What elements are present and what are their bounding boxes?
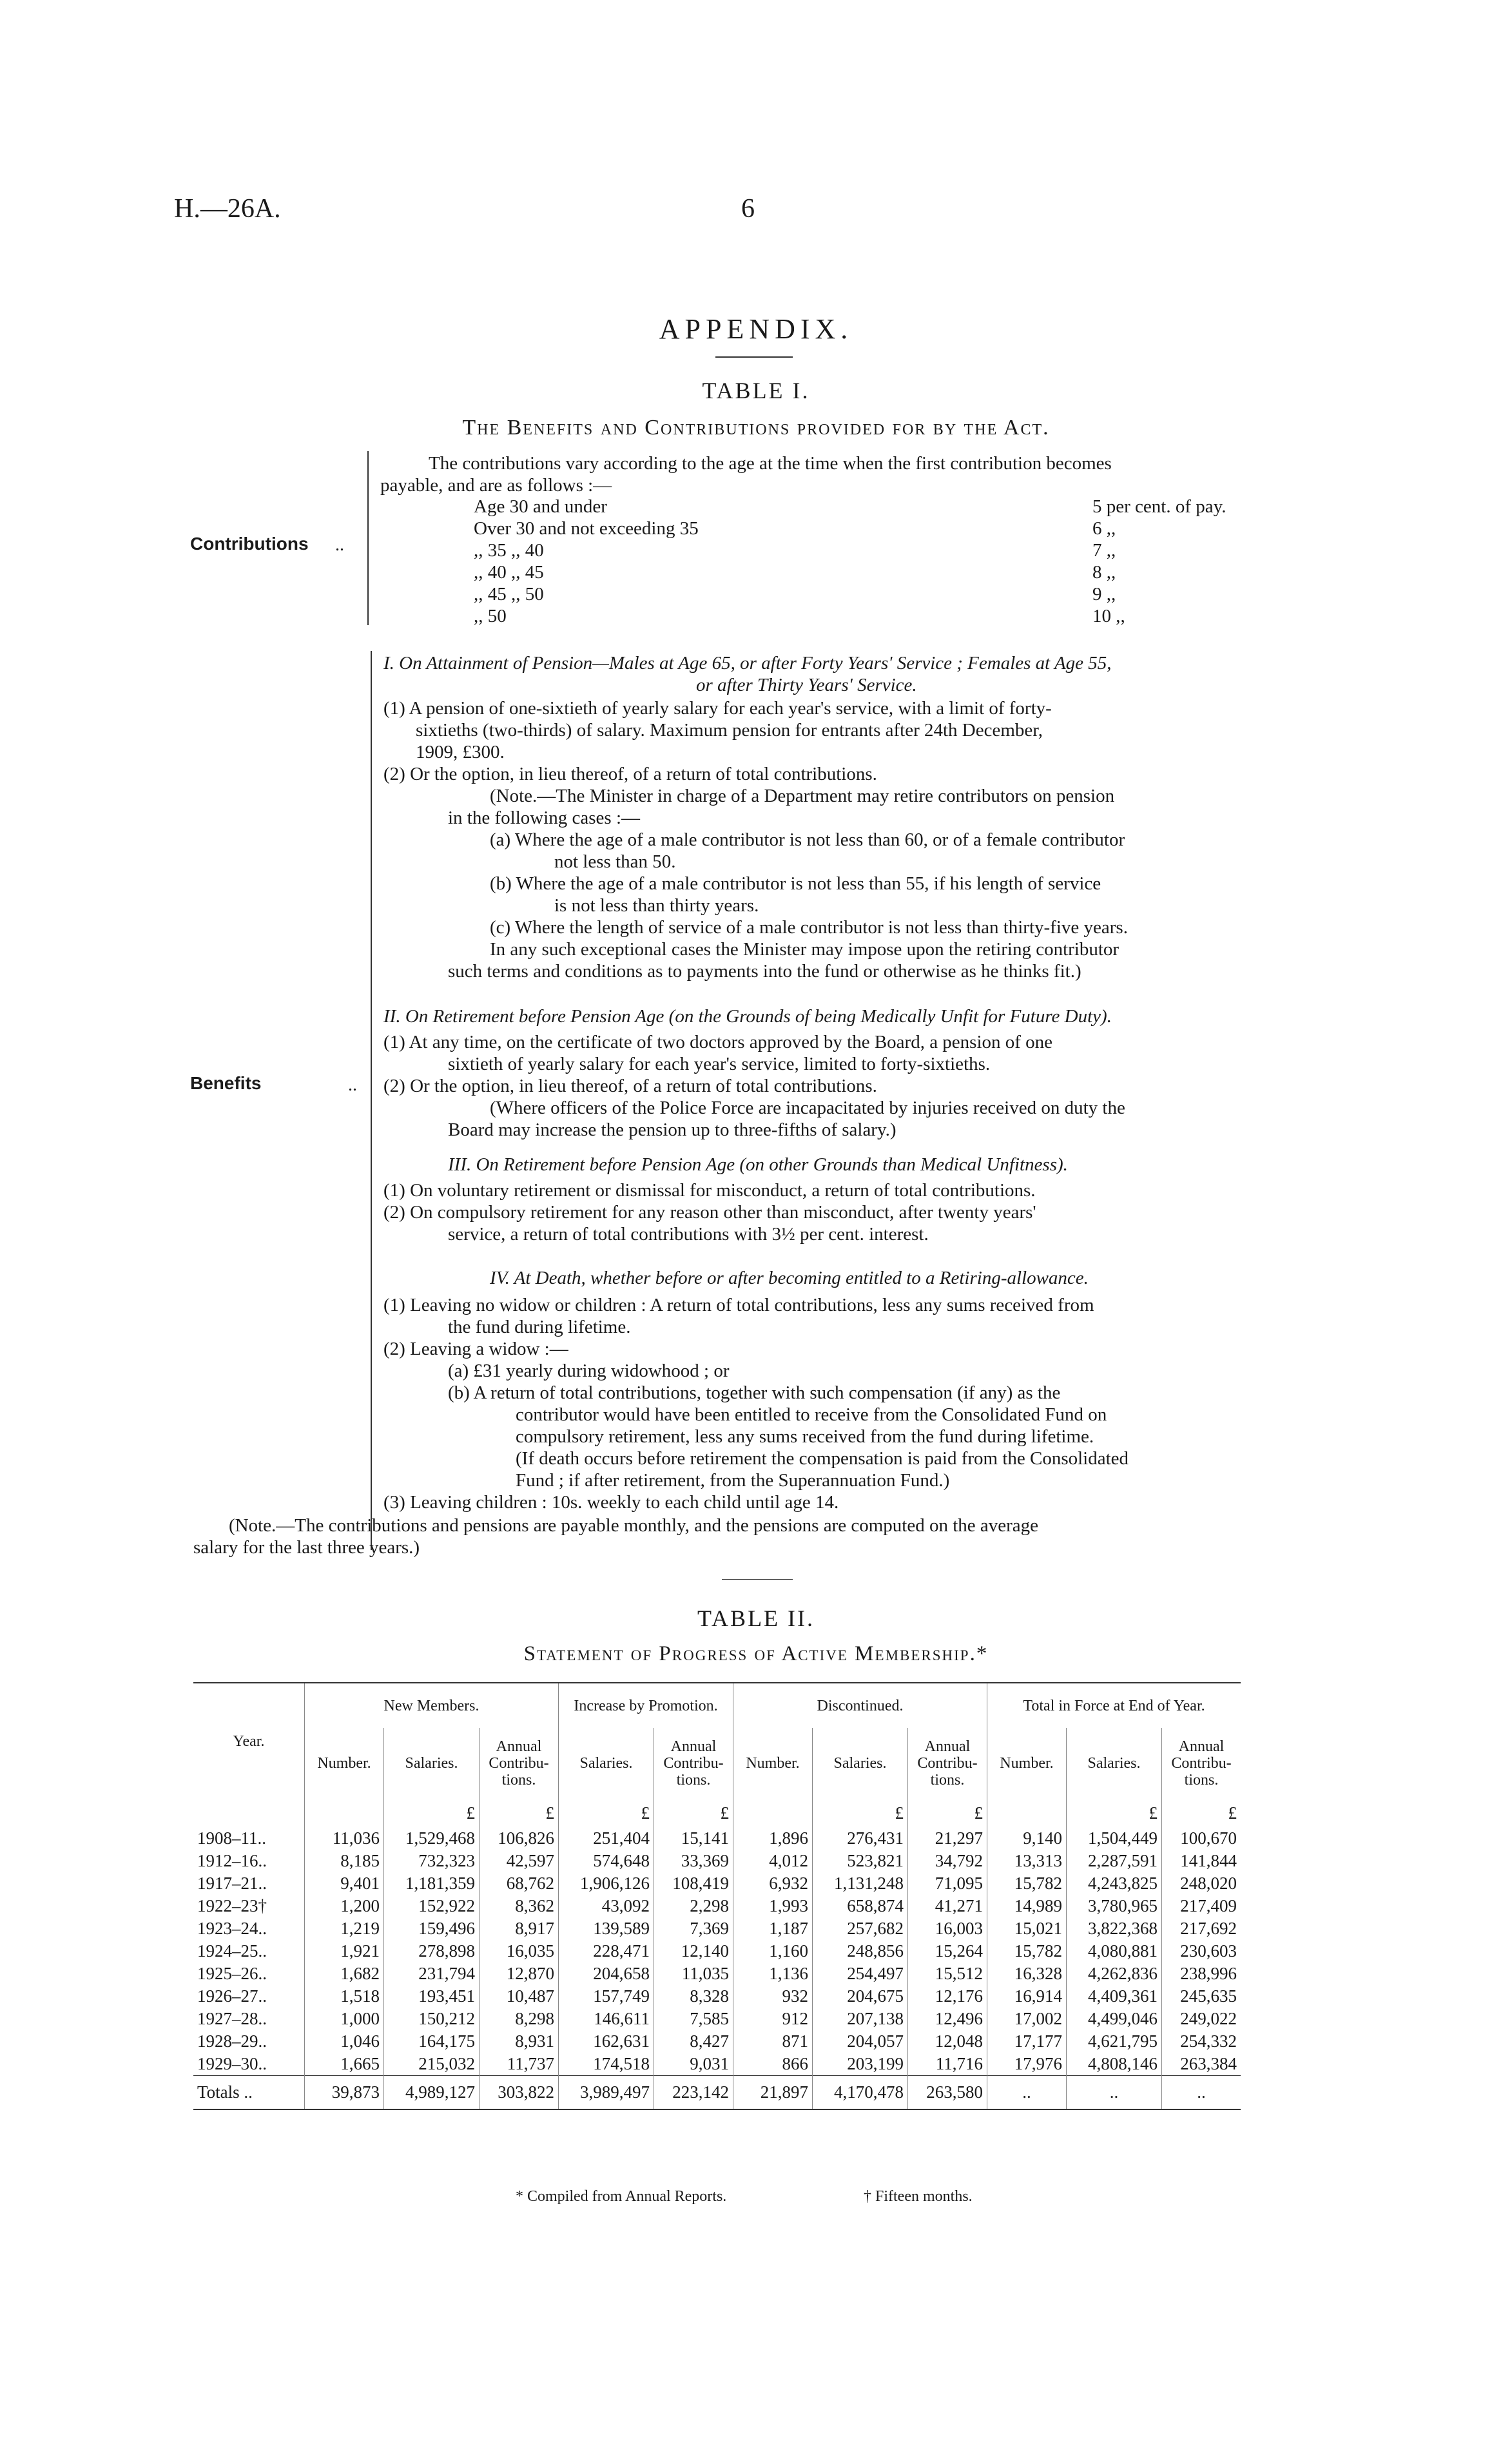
currency-symbol: £ <box>559 1799 654 1827</box>
cell-year: 1924–25.. <box>197 1941 267 1961</box>
col-salaries-header: Salaries. <box>559 1728 654 1799</box>
cell-promo-annual: 9,031 <box>654 2053 733 2076</box>
cell-new-salaries: 1,181,359 <box>384 1872 480 1895</box>
cell-total-number: 9,140 <box>987 1827 1067 1850</box>
benefit-iv-2-a: (a) £31 yearly during widowhood ; or <box>448 1361 730 1381</box>
contribution-rate: 6 ,, <box>1092 518 1116 539</box>
cell-new-annual: 8,298 <box>480 2008 559 2030</box>
cell-new-number: 11,036 <box>305 1827 384 1850</box>
cell-total-annual: 249,022 <box>1162 2008 1241 2030</box>
cell-promo-annual: 8,328 <box>654 1985 733 2008</box>
benefit-iv-1-cont: the fund during lifetime. <box>448 1317 631 1337</box>
total-disc-annual: 263,580 <box>908 2076 987 2110</box>
cell-total-salaries: 4,262,836 <box>1067 1962 1162 1985</box>
cell-disc-number: 1,136 <box>733 1962 813 1985</box>
contribution-rate: 5 per cent. of pay. <box>1092 496 1226 517</box>
benefit-iv-2-b-cont2: compulsory retirement, less any sums received from the fund during lifetime. <box>516 1426 1094 1447</box>
benefit-i-heading: I. On Attainment of Pension—Males at Age 65, or after Forty Years' Service ; Females at Age 55, <box>383 653 1112 673</box>
cell-new-salaries: 193,451 <box>384 1985 480 2008</box>
contribution-rate: 7 ,, <box>1092 540 1116 561</box>
leader-dots: .. <box>335 535 344 555</box>
cell-new-salaries: 231,794 <box>384 1962 480 1985</box>
cell-new-salaries: 732,323 <box>384 1850 480 1872</box>
cell-disc-salaries: 204,057 <box>813 2030 908 2053</box>
table1-title: TABLE I. <box>702 378 810 403</box>
footnote-fifteen-months: † Fifteen months. <box>864 2188 973 2205</box>
group-discontinued: Discontinued. <box>733 1683 987 1728</box>
cell-disc-salaries: 207,138 <box>813 2008 908 2030</box>
benefit-i-2: (2) Or the option, in lieu thereof, of a return of total contributions. <box>383 764 877 784</box>
cell-promo-annual: 8,427 <box>654 2030 733 2053</box>
cell-disc-annual: 15,264 <box>908 1940 987 1962</box>
col-annual-header: Annual Contribu-tions. <box>908 1728 987 1799</box>
currency-row <box>193 1799 1241 1827</box>
document-reference: H.—26A. <box>174 194 281 224</box>
cell-promo-annual: 15,141 <box>654 1827 733 1850</box>
benefit-ii-1: (1) At any time, on the certificate of two doctors approved by the Board, a pension of one <box>383 1032 1053 1052</box>
benefit-i-1-cont: sixtieths (two-thirds) of salary. Maximum pension for entrants after 24th December, <box>416 720 1043 741</box>
cell-total-number: 17,976 <box>987 2053 1067 2076</box>
benefit-iii-2: (2) On compulsory retirement for any reason other than misconduct, after twenty years' <box>383 1202 1036 1223</box>
benefit-i-note-cont: in the following cases :— <box>448 808 641 828</box>
col-salaries-header: Salaries. <box>384 1728 480 1799</box>
cell-new-salaries: 1,529,468 <box>384 1827 480 1850</box>
cell-promo-salaries: 43,092 <box>559 1895 654 1917</box>
currency-symbol: £ <box>1162 1799 1241 1827</box>
cell-promo-annual: 2,298 <box>654 1895 733 1917</box>
leader-dots: .. <box>348 1075 357 1095</box>
cell-total-salaries: 4,409,361 <box>1067 1985 1162 2008</box>
benefits-label: Benefits <box>190 1073 262 1093</box>
cell-year: 1926–27.. <box>197 1986 267 2006</box>
total-promo-salaries: 3,989,497 <box>559 2076 654 2110</box>
table-row <box>193 1985 1241 2008</box>
benefit-iv-2-b-cont: contributor would have been entitled to receive from the Consolidated Fund on <box>516 1404 1107 1425</box>
cell-year: 1929–30.. <box>197 2054 267 2073</box>
cell-total-annual: 254,332 <box>1162 2030 1241 2053</box>
cell-total-number: 17,177 <box>987 2030 1067 2053</box>
currency-symbol: £ <box>654 1799 733 1827</box>
benefit-i-exception-cont: such terms and conditions as to payments into the fund or otherwise as he thinks fit.) <box>448 961 1081 982</box>
cell-disc-number: 4,012 <box>733 1850 813 1872</box>
benefit-iv-2: (2) Leaving a widow :— <box>383 1339 568 1359</box>
cell-new-annual: 16,035 <box>480 1940 559 1962</box>
table2-title: TABLE II. <box>697 1605 815 1631</box>
cell-new-annual: 8,362 <box>480 1895 559 1917</box>
contributions-label: Contributions <box>190 534 309 554</box>
col-annual-header: Annual Contribu-tions. <box>480 1728 559 1799</box>
cell-disc-salaries: 523,821 <box>813 1850 908 1872</box>
cell-new-salaries: 215,032 <box>384 2053 480 2076</box>
cell-disc-number: 1,993 <box>733 1895 813 1917</box>
contribution-age-band: Over 30 and not exceeding 35 <box>474 518 699 539</box>
cell-promo-salaries: 162,631 <box>559 2030 654 2053</box>
page-number: 6 <box>741 194 755 224</box>
cell-disc-number: 1,160 <box>733 1940 813 1962</box>
cell-new-number: 1,046 <box>305 2030 384 2053</box>
contribution-rate: 10 ,, <box>1092 606 1125 626</box>
final-note-cont: salary for the last three years.) <box>193 1537 420 1558</box>
cell-disc-salaries: 1,131,248 <box>813 1872 908 1895</box>
benefit-i-case-b-cont: is not less than thirty years. <box>554 895 759 916</box>
cell-new-annual: 68,762 <box>480 1872 559 1895</box>
total-total-salaries: .. <box>1067 2076 1162 2110</box>
cell-total-annual: 263,384 <box>1162 2053 1241 2076</box>
table-row <box>193 1962 1241 1985</box>
cell-disc-annual: 15,512 <box>908 1962 987 1985</box>
cell-total-annual: 238,996 <box>1162 1962 1241 1985</box>
cell-total-number: 15,782 <box>987 1872 1067 1895</box>
cell-promo-salaries: 157,749 <box>559 1985 654 2008</box>
cell-promo-salaries: 146,611 <box>559 2008 654 2030</box>
cell-total-salaries: 3,780,965 <box>1067 1895 1162 1917</box>
total-total-number: .. <box>987 2076 1067 2110</box>
benefit-iv-2-b: (b) A return of total contributions, together with such compensation (if any) as the <box>448 1382 1061 1403</box>
total-promo-annual: 223,142 <box>654 2076 733 2110</box>
currency-symbol: £ <box>384 1799 480 1827</box>
cell-total-salaries: 4,621,795 <box>1067 2030 1162 2053</box>
cell-promo-annual: 7,369 <box>654 1917 733 1940</box>
table-row <box>193 1850 1241 1872</box>
membership-table <box>193 1682 1241 2110</box>
cell-new-number: 1,000 <box>305 2008 384 2030</box>
benefit-i-1-cont2: 1909, £300. <box>416 742 505 762</box>
col-salaries-header: Salaries. <box>813 1728 908 1799</box>
col-number-header: Number. <box>305 1728 384 1799</box>
cell-total-salaries: 4,808,146 <box>1067 2053 1162 2076</box>
cell-year: 1925–26.. <box>197 1964 267 1983</box>
cell-disc-annual: 21,297 <box>908 1827 987 1850</box>
col-number-header: Number. <box>733 1728 813 1799</box>
col-year-header: Year. <box>193 1683 305 1799</box>
cell-disc-annual: 12,496 <box>908 2008 987 2030</box>
total-new-salaries: 4,989,127 <box>384 2076 480 2110</box>
cell-new-annual: 8,917 <box>480 1917 559 1940</box>
table-row <box>193 1895 1241 1917</box>
total-total-annual: .. <box>1162 2076 1241 2110</box>
total-year: Totals .. <box>193 2076 305 2110</box>
total-new-number: 39,873 <box>305 2076 384 2110</box>
group-new-members: New Members. <box>305 1683 559 1728</box>
cell-new-salaries: 159,496 <box>384 1917 480 1940</box>
cell-promo-salaries: 228,471 <box>559 1940 654 1962</box>
cell-disc-salaries: 204,675 <box>813 1985 908 2008</box>
contrib-intro-line2: payable, and are as follows :— <box>380 475 612 496</box>
cell-total-number: 15,021 <box>987 1917 1067 1940</box>
cell-disc-salaries: 276,431 <box>813 1827 908 1850</box>
table2-subtitle: Statement of Progress of Active Membership.* <box>523 1642 989 1665</box>
total-disc-salaries: 4,170,478 <box>813 2076 908 2110</box>
cell-new-number: 1,665 <box>305 2053 384 2076</box>
cell-disc-number: 1,187 <box>733 1917 813 1940</box>
table-row <box>193 2008 1241 2030</box>
cell-disc-salaries: 658,874 <box>813 1895 908 1917</box>
contrib-intro-line1: The contributions vary according to the age at the time when the first contribution becomes <box>429 453 1112 474</box>
cell-total-number: 17,002 <box>987 2008 1067 2030</box>
col-number-header: Number. <box>987 1728 1067 1799</box>
currency-symbol: £ <box>1067 1799 1162 1827</box>
benefit-i-exception: In any such exceptional cases the Minister may impose upon the retiring contributor <box>490 939 1119 960</box>
benefits-brace <box>371 651 372 1550</box>
benefit-iv-2-b-cont4: Fund ; if after retirement, from the Superannuation Fund.) <box>516 1470 950 1491</box>
cell-disc-number: 912 <box>733 2008 813 2030</box>
cell-new-annual: 8,931 <box>480 2030 559 2053</box>
cell-disc-number: 871 <box>733 2030 813 2053</box>
cell-total-number: 16,914 <box>987 1985 1067 2008</box>
cell-disc-salaries: 248,856 <box>813 1940 908 1962</box>
cell-new-annual: 11,737 <box>480 2053 559 2076</box>
cell-total-salaries: 4,499,046 <box>1067 2008 1162 2030</box>
total-new-annual: 303,822 <box>480 2076 559 2110</box>
col-annual-header: Annual Contribu-tions. <box>1162 1728 1241 1799</box>
title-divider <box>715 356 793 358</box>
cell-total-annual: 141,844 <box>1162 1850 1241 1872</box>
cell-new-number: 1,682 <box>305 1962 384 1985</box>
cell-disc-salaries: 203,199 <box>813 2053 908 2076</box>
cell-year: 1927–28.. <box>197 2009 267 2028</box>
benefit-iv-3: (3) Leaving children : 10s. weekly to each child until age 14. <box>383 1492 839 1513</box>
benefit-iv-1: (1) Leaving no widow or children : A return of total contributions, less any sums received from <box>383 1295 1094 1315</box>
benefit-i-1: (1) A pension of one-sixtieth of yearly salary for each year's service, with a limit of forty- <box>383 698 1052 719</box>
cell-total-number: 13,313 <box>987 1850 1067 1872</box>
cell-promo-salaries: 204,658 <box>559 1962 654 1985</box>
benefit-ii-note: (Where officers of the Police Force are incapacitated by injuries received on duty the <box>490 1098 1125 1118</box>
currency-symbol: £ <box>908 1799 987 1827</box>
cell-new-number: 1,518 <box>305 1985 384 2008</box>
cell-new-number: 8,185 <box>305 1850 384 1872</box>
contribution-age-band: ,, 50 <box>474 606 507 626</box>
cell-disc-annual: 41,271 <box>908 1895 987 1917</box>
contributions-brace <box>367 451 369 625</box>
benefit-i-case-a: (a) Where the age of a male contributor is not less than 60, or of a female contributor <box>490 829 1125 850</box>
section-divider <box>722 1579 793 1580</box>
table-row <box>193 1872 1241 1895</box>
cell-disc-salaries: 257,682 <box>813 1917 908 1940</box>
cell-promo-salaries: 1,906,126 <box>559 1872 654 1895</box>
cell-total-annual: 217,409 <box>1162 1895 1241 1917</box>
cell-disc-number: 866 <box>733 2053 813 2076</box>
cell-new-number: 9,401 <box>305 1872 384 1895</box>
cell-promo-annual: 12,140 <box>654 1940 733 1962</box>
cell-promo-salaries: 574,648 <box>559 1850 654 1872</box>
cell-year: 1917–21.. <box>197 1874 267 1893</box>
cell-disc-annual: 12,048 <box>908 2030 987 2053</box>
cell-total-number: 14,989 <box>987 1895 1067 1917</box>
col-annual-header: Annual Contribu-tions. <box>654 1728 733 1799</box>
cell-disc-annual: 11,716 <box>908 2053 987 2076</box>
table-row <box>193 1917 1241 1940</box>
totals-row <box>193 2076 1241 2110</box>
cell-new-annual: 106,826 <box>480 1827 559 1850</box>
cell-year: 1908–11.. <box>197 1828 266 1848</box>
cell-promo-salaries: 251,404 <box>559 1827 654 1850</box>
group-increase-by-promotion: Increase by Promotion. <box>559 1683 733 1728</box>
table-row <box>193 2053 1241 2076</box>
benefit-i-case-a-cont: not less than 50. <box>554 851 676 872</box>
cell-total-annual: 248,020 <box>1162 1872 1241 1895</box>
table-row <box>193 2030 1241 2053</box>
cell-new-annual: 42,597 <box>480 1850 559 1872</box>
benefit-ii-1-cont: sixtieth of yearly salary for each year's service, limited to forty-sixtieths. <box>448 1054 991 1074</box>
cell-total-salaries: 3,822,368 <box>1067 1917 1162 1940</box>
table-row <box>193 1940 1241 1962</box>
currency-symbol: £ <box>813 1799 908 1827</box>
benefit-iii-2-cont: service, a return of total contributions with 3½ per cent. interest. <box>448 1224 929 1245</box>
cell-new-salaries: 278,898 <box>384 1940 480 1962</box>
cell-disc-annual: 12,176 <box>908 1985 987 2008</box>
cell-new-annual: 12,870 <box>480 1962 559 1985</box>
cell-total-salaries: 2,287,591 <box>1067 1850 1162 1872</box>
footnote-compiled: * Compiled from Annual Reports. <box>516 2188 727 2205</box>
cell-total-annual: 245,635 <box>1162 1985 1241 2008</box>
cell-new-number: 1,219 <box>305 1917 384 1940</box>
contribution-rate: 9 ,, <box>1092 584 1116 605</box>
table-body <box>193 1799 1241 2109</box>
cell-disc-annual: 34,792 <box>908 1850 987 1872</box>
currency-symbol: £ <box>480 1799 559 1827</box>
benefit-i-note: (Note.—The Minister in charge of a Department may retire contributors on pension <box>490 786 1115 806</box>
appendix-title: APPENDIX. <box>659 313 853 345</box>
benefit-iii-1: (1) On voluntary retirement or dismissal for misconduct, a return of total contributions. <box>383 1180 1036 1201</box>
contribution-age-band: ,, 40 ,, 45 <box>474 562 544 583</box>
cell-promo-annual: 11,035 <box>654 1962 733 1985</box>
group-total-in-force: Total in Force at End of Year. <box>987 1683 1241 1728</box>
cell-new-salaries: 152,922 <box>384 1895 480 1917</box>
cell-year: 1912–16.. <box>197 1851 267 1870</box>
cell-year: 1928–29.. <box>197 2031 267 2051</box>
benefit-i-case-c: (c) Where the length of service of a male contributor is not less than thirty-five years. <box>490 917 1128 938</box>
benefit-ii-note-cont: Board may increase the pension up to three-fifths of salary.) <box>448 1119 897 1140</box>
benefit-i-case-b: (b) Where the age of a male contributor is not less than 55, if his length of service <box>490 873 1101 894</box>
cell-new-number: 1,200 <box>305 1895 384 1917</box>
cell-new-salaries: 164,175 <box>384 2030 480 2053</box>
cell-total-number: 15,782 <box>987 1940 1067 1962</box>
contribution-age-band: ,, 35 ,, 40 <box>474 540 544 561</box>
benefit-ii-2: (2) Or the option, in lieu thereof, of a return of total contributions. <box>383 1076 877 1096</box>
cell-year: 1922–23† <box>197 1896 267 1915</box>
contribution-age-band: Age 30 and under <box>474 496 607 517</box>
contribution-rate: 8 ,, <box>1092 562 1116 583</box>
cell-total-annual: 100,670 <box>1162 1827 1241 1850</box>
cell-total-salaries: 4,243,825 <box>1067 1872 1162 1895</box>
table-row <box>193 1827 1241 1850</box>
col-salaries-header: Salaries. <box>1067 1728 1162 1799</box>
cell-disc-number: 932 <box>733 1985 813 2008</box>
cell-disc-number: 1,896 <box>733 1827 813 1850</box>
cell-disc-salaries: 254,497 <box>813 1962 908 1985</box>
final-note: (Note.—The contributions and pensions are payable monthly, and the pensions are computed on the average <box>229 1515 1039 1536</box>
benefit-iv-2-b-cont3: (If death occurs before retirement the compensation is paid from the Consolidated <box>516 1448 1129 1469</box>
benefit-ii-heading: II. On Retirement before Pension Age (on the Grounds of being Medically Unfit for Future Duty). <box>383 1006 1112 1027</box>
cell-new-salaries: 150,212 <box>384 2008 480 2030</box>
cell-promo-annual: 7,585 <box>654 2008 733 2030</box>
cell-disc-annual: 71,095 <box>908 1872 987 1895</box>
cell-total-salaries: 4,080,881 <box>1067 1940 1162 1962</box>
cell-total-salaries: 1,504,449 <box>1067 1827 1162 1850</box>
cell-total-annual: 230,603 <box>1162 1940 1241 1962</box>
total-disc-number: 21,897 <box>733 2076 813 2110</box>
cell-total-annual: 217,692 <box>1162 1917 1241 1940</box>
benefit-iv-heading: IV. At Death, whether before or after becoming entitled to a Retiring-allowance. <box>490 1268 1089 1288</box>
cell-new-annual: 10,487 <box>480 1985 559 2008</box>
table1-subtitle: The Benefits and Contributions provided for by the Act. <box>462 416 1050 440</box>
cell-promo-salaries: 139,589 <box>559 1917 654 1940</box>
cell-disc-annual: 16,003 <box>908 1917 987 1940</box>
membership-table-wrap <box>193 1682 1241 2110</box>
cell-disc-number: 6,932 <box>733 1872 813 1895</box>
contribution-age-band: ,, 45 ,, 50 <box>474 584 544 605</box>
cell-promo-salaries: 174,518 <box>559 2053 654 2076</box>
cell-year: 1923–24.. <box>197 1919 267 1938</box>
cell-total-number: 16,328 <box>987 1962 1067 1985</box>
cell-promo-annual: 108,419 <box>654 1872 733 1895</box>
cell-promo-annual: 33,369 <box>654 1850 733 1872</box>
benefit-i-heading-cont: or after Thirty Years' Service. <box>696 675 917 695</box>
cell-new-number: 1,921 <box>305 1940 384 1962</box>
benefit-iii-heading: III. On Retirement before Pension Age (on other Grounds than Medical Unfitness). <box>448 1154 1068 1175</box>
